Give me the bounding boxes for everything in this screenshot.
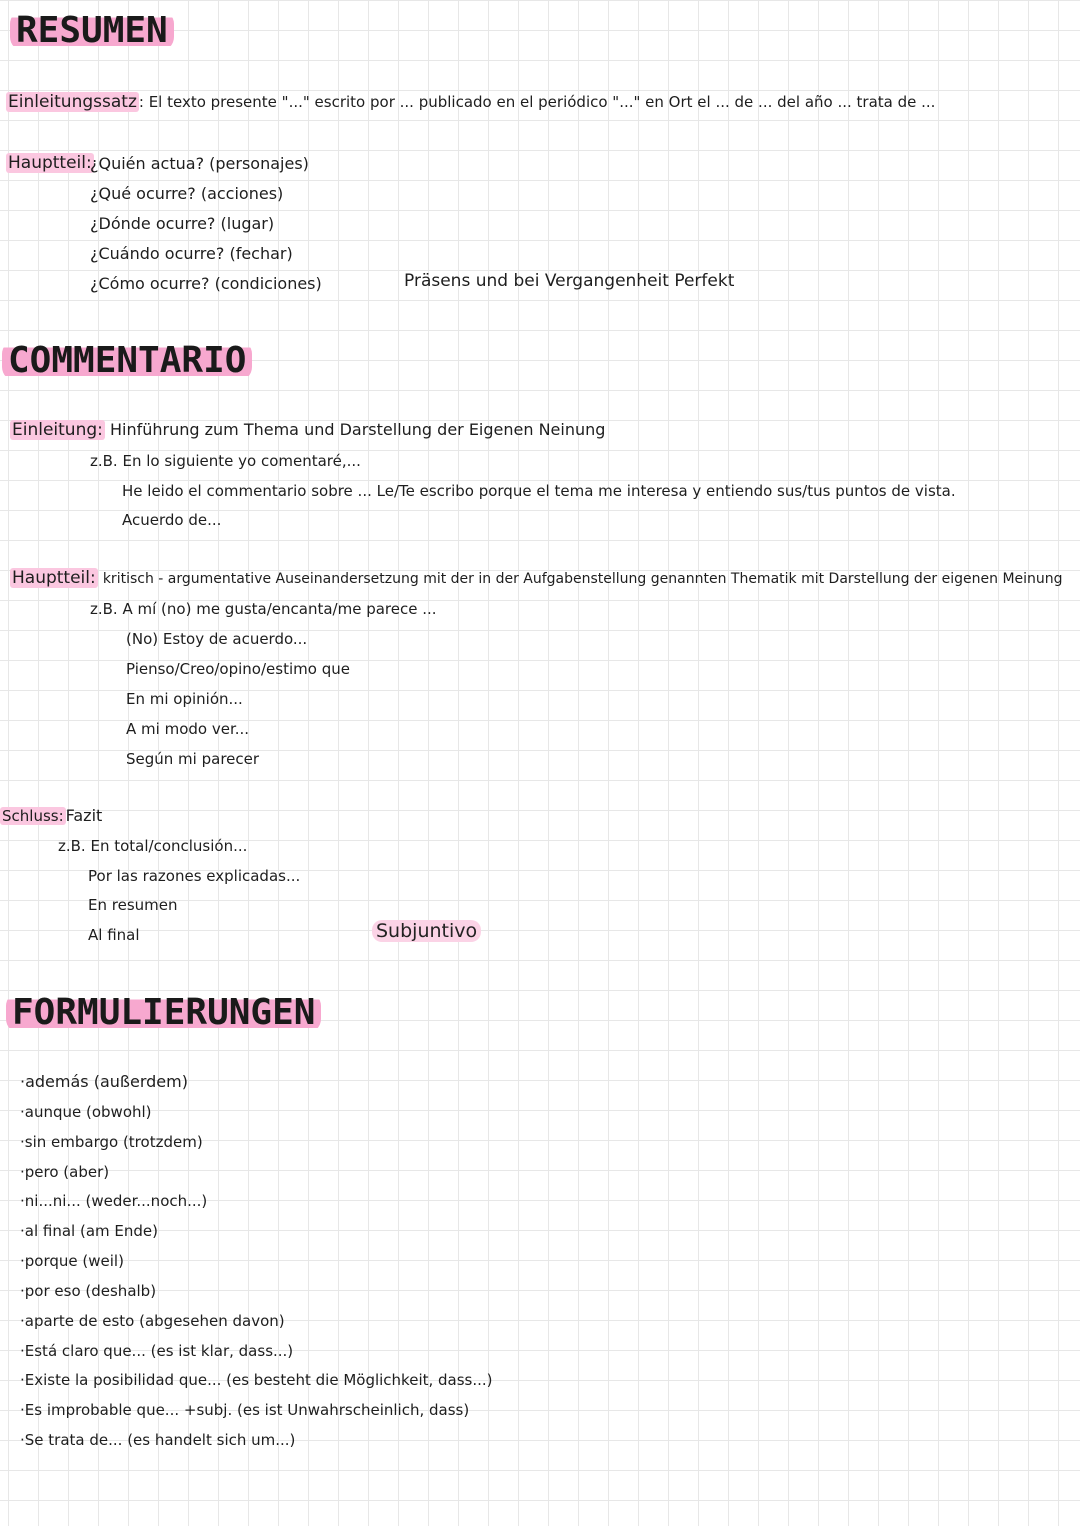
einleitung-example: Acuerdo de...	[122, 511, 222, 529]
schluss-example: Al final	[88, 926, 140, 944]
resumen-hauptteil-line	[6, 153, 94, 173]
schluss-example: Por las razones explicadas...	[88, 867, 301, 885]
formulierung-item: ·por eso (deshalb)	[20, 1282, 157, 1300]
commentario-einleitung-text: Hinführung zum Thema und Darstellung der Eigenen Neinung	[109, 420, 606, 439]
formulierung-item: ·Se trata de... (es handelt sich um...)	[20, 1431, 296, 1449]
commentario-schluss-line	[0, 806, 102, 825]
formulierung-item: ·pero (aber)	[20, 1163, 110, 1181]
formulierung-item: ·porque (weil)	[20, 1252, 124, 1270]
resumen-heading: RESUMEN	[10, 10, 174, 51]
formulierung-item: ·aparte de esto (abgesehen davon)	[20, 1312, 285, 1330]
resumen-question: ¿Cómo ocurre? (condiciones)	[90, 274, 322, 293]
schluss-example: z.B. En total/conclusión...	[58, 837, 248, 855]
schluss-example: En resumen	[88, 896, 178, 914]
resumen-question: ¿Dónde ocurre? (lugar)	[90, 214, 275, 233]
hauptteil-example: Pienso/Creo/opino/estimo que	[126, 660, 350, 678]
commentario-schluss-label: Schluss:	[2, 807, 64, 825]
resumen-question: ¿Quién actua? (personajes)	[90, 154, 309, 173]
commentario-einleitung-label: Einleitung:	[12, 420, 103, 440]
formulierungen-heading: FORMULIERUNGEN	[6, 992, 321, 1033]
hauptteil-example: A mi modo ver...	[126, 720, 250, 738]
formulierung-item: ·ni...ni... (weder...noch...)	[20, 1192, 208, 1210]
hauptteil-example: z.B. A mí (no) me gusta/encanta/me parece ...	[90, 600, 437, 618]
resumen-einleitung-label: Einleitungssatz	[8, 92, 137, 112]
formulierung-item: ·Existe la posibilidad que... (es besteht die Möglichkeit, dass...)	[20, 1371, 493, 1389]
commentario-heading: COMMENTARIO	[2, 340, 252, 381]
resumen-einleitung-text: : El texto presente "..." escrito por ... publicado en el periódico "..." en Ort el ... de ... del año ... trata de ...	[138, 93, 936, 111]
resumen-einleitung-line	[6, 92, 935, 112]
hauptteil-example: Según mi parecer	[126, 750, 260, 768]
einleitung-example: He leido el commentario sobre ... Le/Te escribo porque el tema me interesa y entiendo sus/tus puntos de vista.	[122, 482, 956, 500]
formulierung-item: ·Es improbable que... +subj. (es ist Unwahrscheinlich, dass)	[20, 1401, 470, 1419]
commentario-hauptteil-label: Hauptteil:	[12, 568, 96, 588]
formulierung-item: ·al final (am Ende)	[20, 1222, 158, 1240]
tense-note: Präsens und bei Vergangenheit Perfekt	[404, 271, 735, 291]
subjuntivo-note: Subjuntivo	[372, 920, 481, 942]
resumen-question: ¿Cuándo ocurre? (fechar)	[90, 244, 293, 263]
formulierung-item: ·Está claro que... (es ist klar, dass...)	[20, 1342, 294, 1360]
commentario-einleitung-line	[10, 420, 605, 440]
resumen-question: ¿Qué ocurre? (acciones)	[90, 184, 284, 203]
resumen-hauptteil-label: Hauptteil:	[8, 153, 92, 173]
commentario-hauptteil-text: kritisch - argumentative Auseinandersetzung mit der in der Aufgabenstellung genannten Thematik mit Darstellung der eigenen Meinung	[102, 571, 1063, 587]
formulierung-item: ·aunque (obwohl)	[20, 1103, 152, 1121]
hauptteil-example: En mi opinión...	[126, 690, 243, 708]
formulierung-item: ·además (außerdem)	[20, 1072, 188, 1091]
hauptteil-example: (No) Estoy de acuerdo...	[126, 630, 308, 648]
commentario-schluss-text: Fazit	[65, 806, 103, 825]
einleitung-example: z.B. En lo siguiente yo comentaré,...	[90, 452, 361, 470]
commentario-hauptteil-line	[10, 568, 1063, 588]
formulierung-item: ·sin embargo (trotzdem)	[20, 1133, 203, 1151]
